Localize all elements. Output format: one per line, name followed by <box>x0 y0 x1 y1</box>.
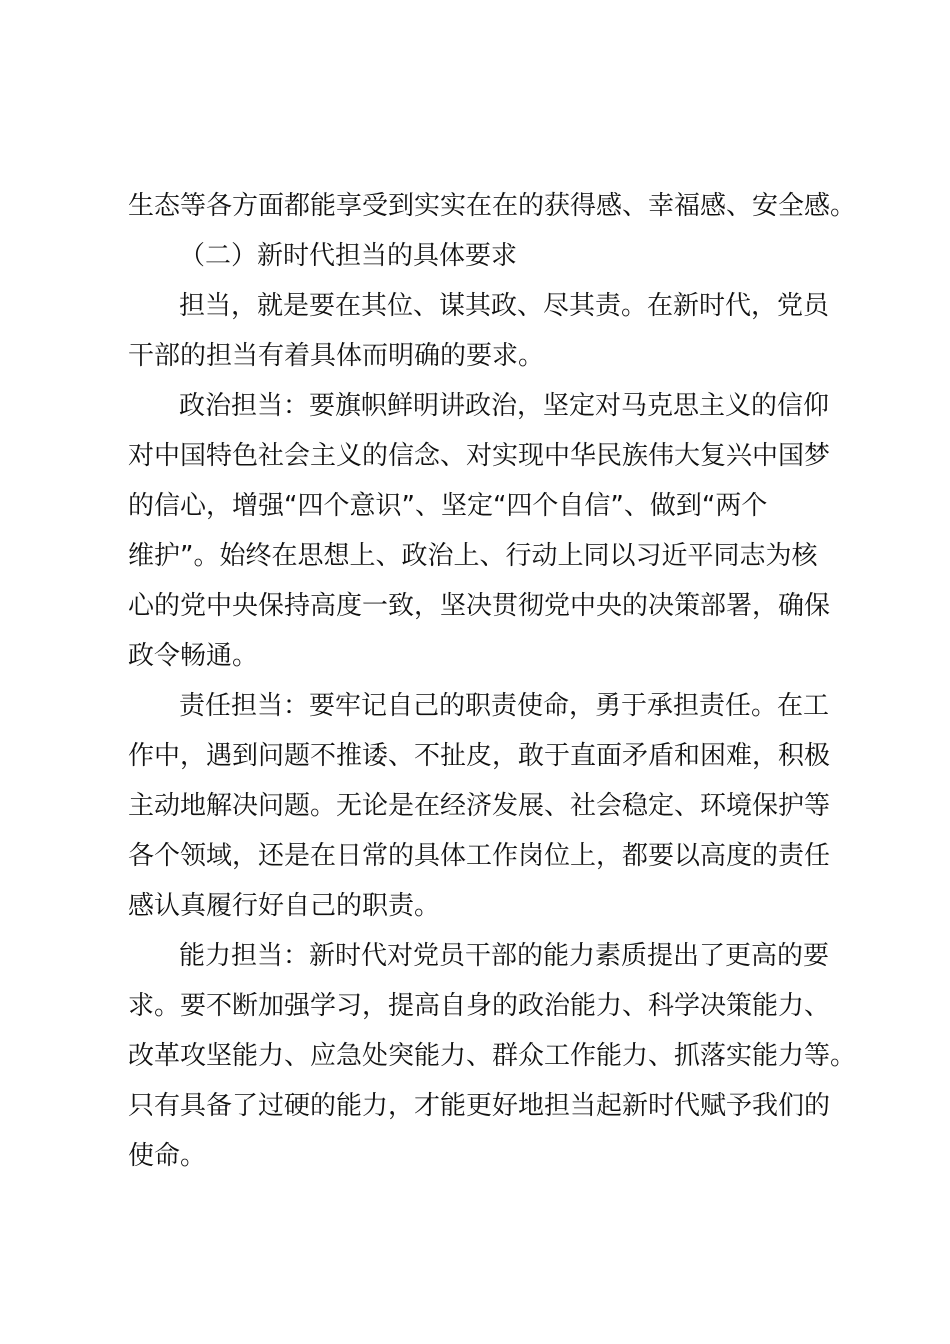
text-line: 各个领域，还是在日常的具体工作岗位上，都要以高度的责任 <box>128 841 831 871</box>
text-line-ability: 能力担当：新时代对党员干部的能力素质提出了更高的要 <box>179 941 830 971</box>
text-line: 求。要不断加强学习，提高自身的政治能力、科学决策能力、 <box>128 991 831 1021</box>
text-line: 干部的担当有着具体而明确的要求。 <box>128 341 545 371</box>
text-line: 心的党中央保持高度一致，坚决贯彻党中央的决策部署，确保 <box>128 591 831 621</box>
text-line: 改革攻坚能力、应急处突能力、群众工作能力、抓落实能力等。 <box>128 1041 857 1071</box>
text-line: 作中，遇到问题不推诿、不扯皮，敢于直面矛盾和困难，积极 <box>128 741 831 771</box>
text-line: 对中国特色社会主义的信念、对实现中华民族伟大复兴中国梦 <box>128 441 831 471</box>
text-line: 政令畅通。 <box>128 641 259 671</box>
section-heading: （二）新时代担当的具体要求 <box>179 241 518 271</box>
text-line: 主动地解决问题。无论是在经济发展、社会稳定、环境保护等 <box>128 791 831 821</box>
text-line-political: 政治担当：要旗帜鲜明讲政治，坚定对马克思主义的信仰 <box>179 391 830 421</box>
text-line: 维护”。始终在思想上、政治上、行动上同以习近平同志为核 <box>128 541 818 571</box>
text-line: 的信心，增强“四个意识”、坚定“四个自信”、做到“两个 <box>128 491 768 521</box>
text-line: 担当，就是要在其位、谋其政、尽其责。在新时代，党员 <box>179 291 830 321</box>
text-line: 使命。 <box>128 1141 207 1171</box>
text-line: 只有具备了过硬的能力，才能更好地担当起新时代赋予我们的 <box>128 1091 831 1121</box>
text-line-continuation: 生态等各方面都能享受到实实在在的获得感、幸福感、安全感。 <box>128 191 857 221</box>
text-line-responsibility: 责任担当：要牢记自己的职责使命，勇于承担责任。在工 <box>179 691 830 721</box>
text-line: 感认真履行好自己的职责。 <box>128 891 441 921</box>
